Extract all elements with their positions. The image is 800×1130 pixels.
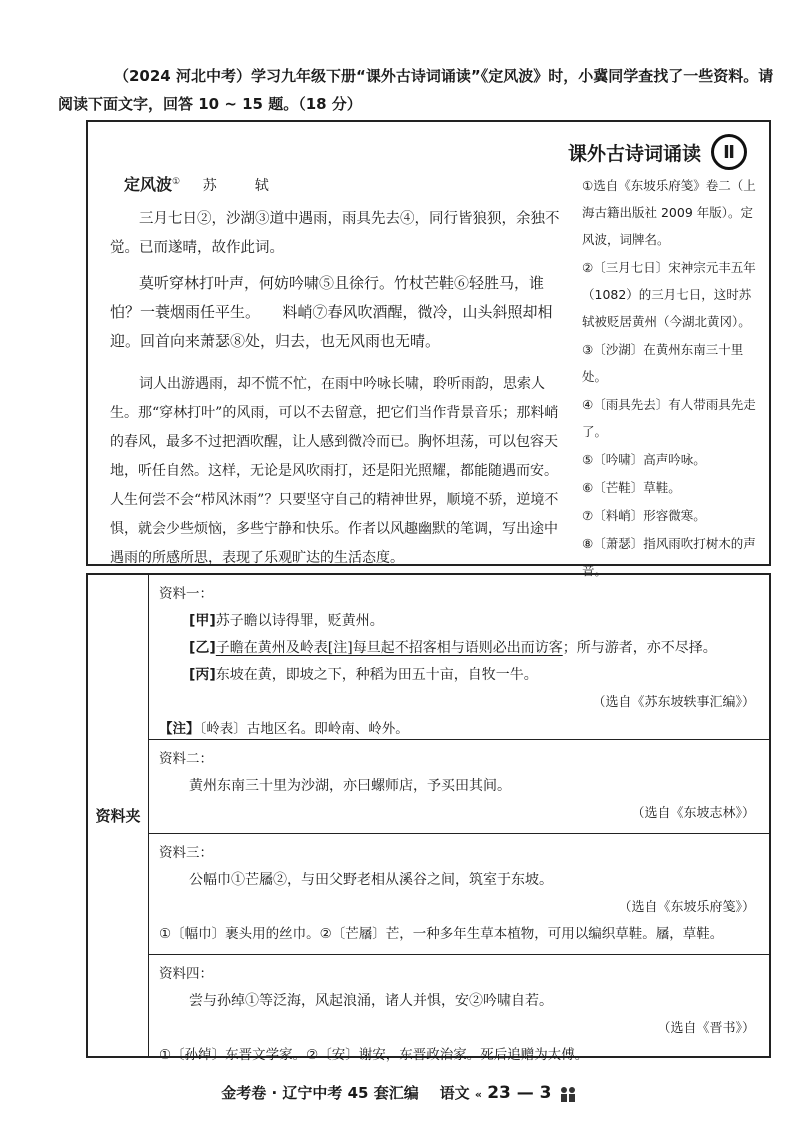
material-heading: 资料四： (159, 966, 213, 982)
material-source: （选自《晋书》） (657, 1021, 755, 1036)
footnote: ⑧〔萧瑟〕指风雨吹打树木的声音。 (582, 536, 756, 578)
intro-line-1: （2024 河北中考）学习九年级下册“课外古诗词诵读”《定风波》时，小冀同学查找了一些资料。请 (114, 67, 774, 85)
poem-preface: 三月七日②，沙湖③道中遇雨，雨具先去④，同行皆狼狈，余独不觉。已而遂晴，故作此词。 (110, 211, 560, 256)
poem-column (110, 170, 562, 573)
chevron-left-icon: « (474, 1088, 482, 1101)
poem-author: 苏 轼 (202, 178, 281, 194)
note-text: 〔岭表〕古地区名。即岭南、岭外。 (199, 721, 409, 737)
material-source: （选自《东坡乐府笺》） (618, 900, 755, 915)
material-2 (149, 740, 769, 834)
material-line (159, 635, 759, 662)
material-line (159, 608, 759, 635)
poem-title: 定风波 (124, 175, 173, 194)
material-text: 苏子瞻以诗得罪，贬黄州。 (215, 613, 384, 629)
materials-body (149, 575, 769, 1063)
materials-table (86, 573, 771, 1063)
footer-publication: 金考卷 · 辽宁中考 45 套汇编 (221, 1084, 419, 1102)
material-note: ①〔孙绰〕东晋文学家。②〔安〕谢安，东晋政治家。死后追赠为太傅。 (159, 1047, 589, 1063)
material-tag: [甲] (189, 613, 216, 629)
section-badge-icon: Ⅱ (711, 134, 747, 170)
underlined-sentence: 子瞻在黄州及岭表[注]每旦起不招客相与语则必出而访客 (215, 640, 563, 656)
footnote: ⑤〔吟啸〕高声吟咏。 (582, 452, 706, 467)
footer-subject: 语文 (439, 1084, 470, 1102)
material-text: 东坡在黄，即坡之下，种稻为田五十亩，自牧一牛。 (215, 667, 538, 683)
material-note (159, 716, 759, 743)
materials-label: 资料夹 (88, 575, 149, 1056)
material-4 (149, 955, 769, 1075)
material-1 (149, 575, 769, 740)
section-title: 课外古诗词诵读 (567, 142, 701, 165)
poem-section (86, 120, 771, 578)
material-text: 公幅巾①芒屩②，与田父野老相从溪谷之间，筑室于东坡。 (189, 872, 553, 888)
material-line (159, 662, 759, 689)
material-3 (149, 834, 769, 955)
footnotes-column (582, 172, 762, 585)
note-tag: 【注】 (159, 721, 200, 737)
material-note: ①〔幅巾〕裹头用的丝巾。②〔芒屩〕芒，一种多年生草本植物，可用以编织草鞋。屩，草鞋。 (159, 926, 724, 942)
footnote: ④〔雨具先去〕有人带雨具先走了。 (582, 397, 756, 439)
material-text: ；所与游者，亦不尽择。 (562, 640, 717, 656)
material-text: 黄州东南三十里为沙湖，亦曰螺师店，予买田其间。 (189, 778, 511, 794)
material-heading: 资料一： (159, 586, 213, 602)
intro-line-2: 阅读下面文字，回答 10 ~ 15 题。（18 分） (58, 95, 362, 113)
material-heading: 资料三： (159, 845, 213, 861)
material-text: 尝与孙绰①等泛海，风起浪涌，诸人并惧，安②吟啸自若。 (189, 993, 553, 1009)
poem-body: 莫听穿林打叶声，何妨吟啸⑤且徐行。竹杖芒鞋⑥轻胜马，谁怕？一蓑烟雨任平生。 料峭⑦春风吹酒醒，微冷，山头斜照却相迎。回首向来萧瑟⑧处，归去，也无风雨也无晴。 (110, 274, 553, 350)
footnote: ③〔沙湖〕在黄州东南三十里处。 (582, 342, 744, 384)
footnote: ⑥〔芒鞋〕草鞋。 (582, 480, 681, 495)
section-header (568, 134, 747, 170)
poem-commentary: 词人出游遇雨，却不慌不忙，在雨中吟咏长啸，聆听雨韵，思索人生。那“穿林打叶”的风雨，可以不去留意，把它们当作背景音乐；那料峭的春风，最多不过把酒吹醒，让人感到微冷而已。胸怀坦荡，可以包容天地，听任自然。这样，无论是风吹雨打，还是阳光照耀，都能随遇而安。人生何尝不会“栉风沐雨”？只要坚守自己的精神世界，顺境不骄，逆境不惧，就会少些烦恼，多些宁静和快乐。作者以风趣幽默的笔调，写出途中遇雨的所感所思，表现了乐观旷达的生活态度。 (110, 376, 559, 566)
footnote: ①选自《东坡乐府笺》卷二（上海古籍出版社 2009 年版）。定风波，词牌名。 (582, 178, 756, 247)
mascot-icon (557, 1085, 579, 1103)
material-tag: [丙] (189, 667, 216, 683)
material-heading: 资料二： (159, 751, 213, 767)
material-source: （选自《东坡志林》） (631, 806, 755, 821)
page-number: 23 — 3 (487, 1083, 552, 1103)
page-footer (0, 1082, 800, 1103)
footnote: ⑦〔料峭〕形容微寒。 (582, 508, 706, 523)
footnote: ②〔三月七日〕宋神宗元丰五年（1082）的三月七日，这时苏轼被贬居黄州（今湖北黄冈）。 (582, 260, 756, 329)
material-source: （选自《苏东坡轶事汇编》） (592, 695, 755, 710)
intro-paragraph (58, 62, 776, 118)
poem-title-note: ① (172, 177, 181, 188)
material-tag: [乙] (189, 640, 216, 656)
